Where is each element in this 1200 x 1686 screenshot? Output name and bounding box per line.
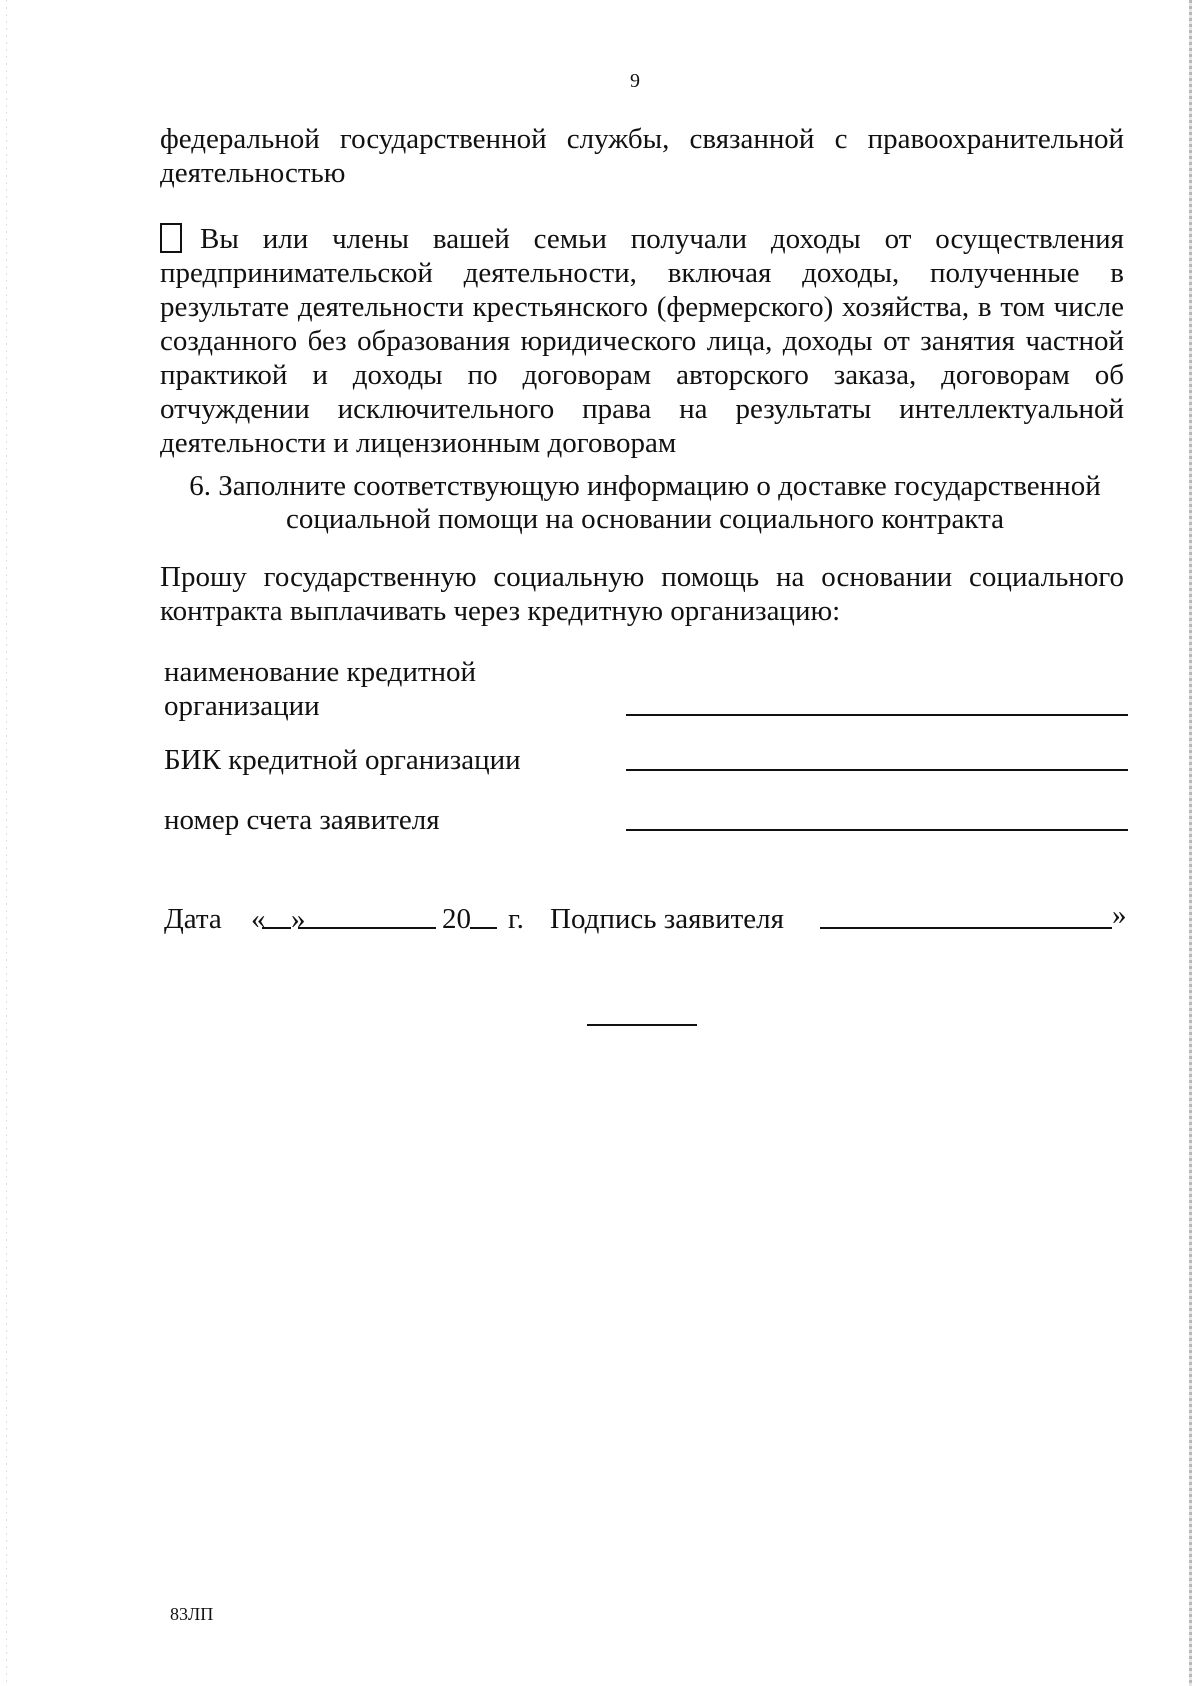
date-quote-open: « — [251, 903, 266, 935]
payment-request-paragraph: Прошу государственную социальную помощь на основании социального контракта выплачивать через кредитную организацию: — [160, 561, 1124, 627]
scan-edge-left — [6, 0, 7, 1686]
section-6-heading — [160, 470, 1130, 536]
date-label: Дата — [164, 903, 222, 935]
signature-label: Подпись заявителя — [550, 903, 784, 935]
date-year-blank[interactable] — [470, 902, 497, 929]
income-checkbox[interactable] — [160, 223, 182, 253]
date-signature-row — [164, 899, 1127, 942]
bank-name-input-line[interactable] — [626, 714, 1128, 716]
bik-field — [164, 743, 1124, 783]
intro-paragraph: федеральной государственной службы, связанной с правоохранительной деятельностью — [160, 123, 1124, 189]
signature-quote: » — [1112, 899, 1127, 931]
end-of-form-rule — [587, 1024, 697, 1026]
account-number-field — [164, 803, 1124, 843]
account-number-label: номер счета заявителя — [164, 804, 440, 836]
income-option-text: Вы или члены вашей семьи получали доходы от осуществления предпринимательской деятельности, включая доходы, полученные в результате деятельности крестьянского (фермерского) хозяйства, в том числе созданного без образования юридического лица, доходы от занятия частной практикой и доходы по договорам авторского заказа, договорам об отчуждении исключительного права на результаты интеллектуальной деятельности и лицензионным договорам — [160, 223, 1124, 459]
bank-name-label-line1: наименование кредитной — [164, 656, 477, 688]
date-year-suffix: г. — [508, 903, 524, 935]
date-quote-close: » — [291, 903, 306, 935]
date-month-blank[interactable] — [298, 902, 436, 929]
section-6-heading-line1: 6. Заполните соответствующую информацию о доставке государственной — [189, 470, 1101, 502]
bank-name-field — [164, 655, 1124, 727]
section-6-heading-line2: социальной помощи на основании социального контракта — [285, 503, 1004, 535]
date-century: 20 — [442, 903, 471, 935]
bik-label: БИК кредитной организации — [164, 744, 521, 776]
scan-edge-right — [1189, 0, 1192, 1686]
bank-name-label-line2: организации — [164, 690, 320, 722]
account-number-input-line[interactable] — [626, 829, 1128, 831]
footer-code: 83ЛП — [170, 1604, 214, 1624]
date-day-blank[interactable] — [262, 902, 291, 929]
signature-blank[interactable] — [820, 902, 1112, 929]
income-option — [160, 222, 1124, 460]
page-number: 9 — [630, 70, 640, 92]
bank-name-label — [164, 655, 584, 723]
bik-input-line[interactable] — [626, 769, 1128, 771]
